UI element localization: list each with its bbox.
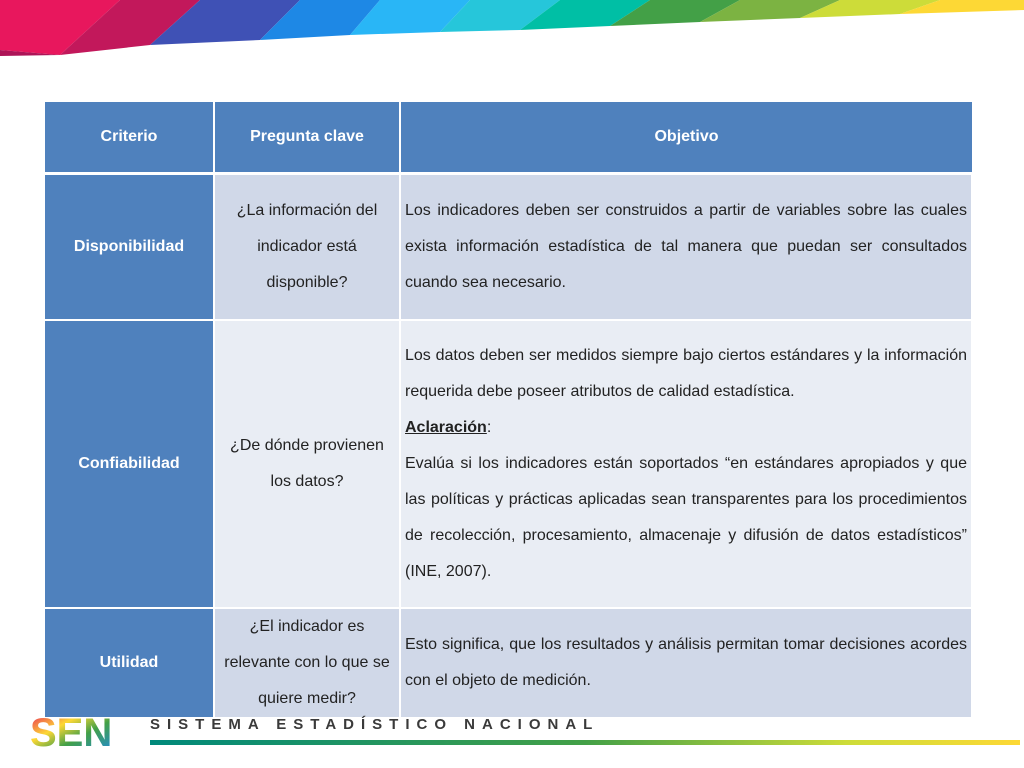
criterio-cell: Disponibilidad <box>45 174 214 321</box>
criteria-table <box>45 102 973 719</box>
table-row <box>45 320 972 608</box>
pregunta-cell: ¿De dónde provienen los datos? <box>214 320 400 608</box>
objetivo-text: Los datos deben ser medidos siempre bajo ciertos estándares y la información requerida debe poseer atributos de calidad estadística. <box>405 347 967 400</box>
aclaracion-colon: : <box>486 419 492 436</box>
footer-gradient-line <box>150 740 1020 745</box>
footer-title: SISTEMA ESTADÍSTICO NACIONAL <box>150 716 600 733</box>
header-criterio: Criterio <box>45 102 214 174</box>
header-pregunta-clave: Pregunta clave <box>214 102 400 174</box>
decorative-banner <box>0 0 1024 60</box>
aclaracion-label: Aclaración <box>405 419 487 436</box>
criteria-table-container <box>45 102 972 719</box>
table-row <box>45 174 972 321</box>
objetivo-cell: Los indicadores deben ser construidos a partir de variables sobre las cuales exista información estadística de tal manera que puedan ser consultados cuando sea necesario. <box>400 174 972 321</box>
objetivo-cell <box>400 320 972 608</box>
objetivo-cell: Esto significa, que los resultados y análisis permitan tomar decisiones acordes con el objeto de medición. <box>400 608 972 718</box>
criterio-cell: Utilidad <box>45 608 214 718</box>
logo-text: SEN <box>30 712 113 750</box>
table-header-row <box>45 102 972 174</box>
sen-logo <box>28 712 138 750</box>
criterio-cell: Confiabilidad <box>45 320 214 608</box>
aclaracion-line <box>405 410 967 446</box>
table-row <box>45 608 972 718</box>
pregunta-cell: ¿La información del indicador está disponible? <box>214 174 400 321</box>
header-objetivo: Objetivo <box>400 102 972 174</box>
aclaracion-text: Evalúa si los indicadores están soportados “en estándares apropiados y que las políticas y prácticas aplicadas sean transparentes para los procedimientos de recolección, procesamiento, almacenaje y difusión de datos estadísticos” (INE, 2007). <box>405 455 967 580</box>
pregunta-cell: ¿El indicador es relevante con lo que se quiere medir? <box>214 608 400 718</box>
